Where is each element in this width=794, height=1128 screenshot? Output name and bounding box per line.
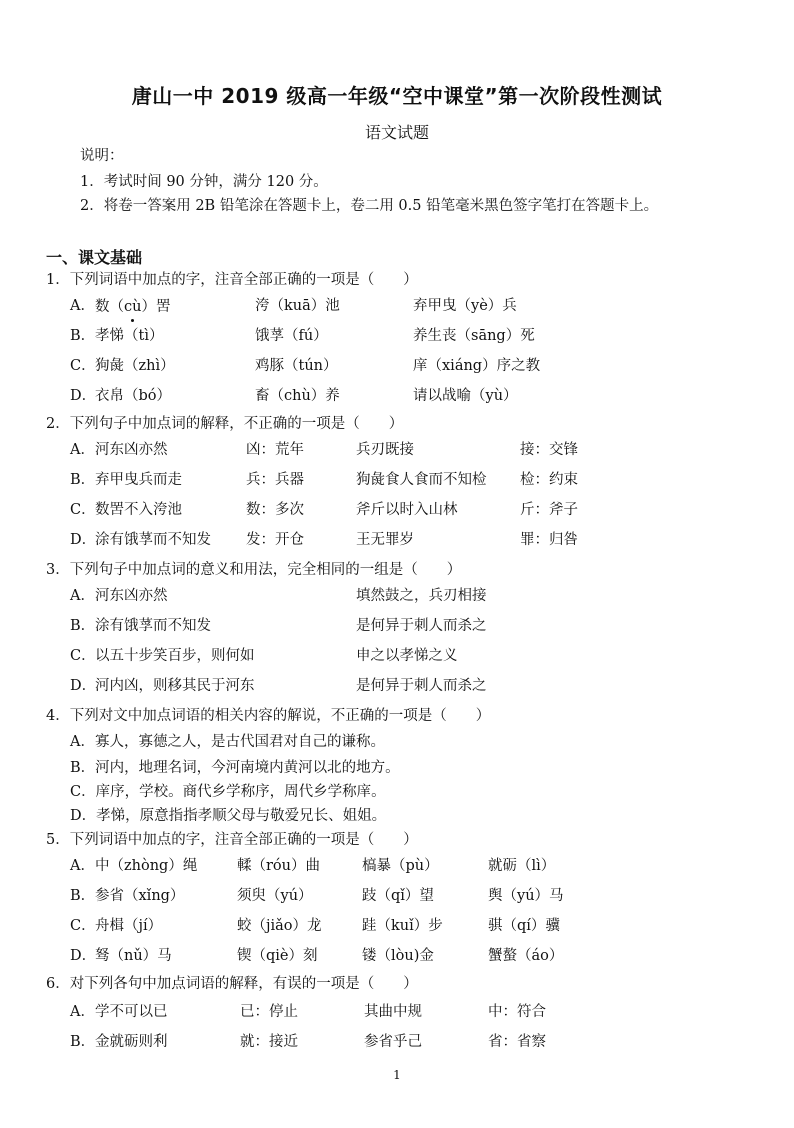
option-cell: 镂（lòu)金: [362, 948, 434, 964]
option-cell: 弃甲曳兵而走: [95, 472, 182, 488]
option-cell: 是何异于刺人而杀之: [356, 618, 487, 634]
option-letter: B．: [70, 618, 96, 634]
option-letter: D．: [70, 388, 97, 404]
option-letter: A．: [70, 442, 95, 458]
option-line: B．河内，地理名词，今河南境内黄河以北的地方。: [70, 760, 400, 776]
option-cell: 河内凶，则移其民于河东: [95, 678, 255, 694]
option-letter: B．: [70, 328, 96, 344]
option-letter: C．: [70, 358, 96, 374]
option-cell: 鸡豚（tún）: [255, 358, 338, 374]
option-cell: 輮（róu）曲: [237, 858, 320, 874]
option-cell: 锲（qiè）刻: [237, 948, 318, 964]
option-cell: 其曲中规: [364, 1004, 422, 1020]
option-cell: 骐（qí）骥: [488, 918, 560, 934]
option-letter: D．: [70, 678, 97, 694]
option-letter: B．: [70, 472, 96, 488]
option-cell: 学不可以已: [95, 1004, 168, 1020]
question-stem: 4．下列对文中加点词语的相关内容的解说，不正确的一项是（ ）: [46, 708, 491, 724]
option-cell: 狗彘食人食而不知检: [356, 472, 487, 488]
option-letter: C．: [70, 502, 96, 518]
option-cell: 兵刃既接: [356, 442, 414, 458]
option-cell: 罪：归咎: [520, 532, 578, 548]
option-cell: 填然鼓之，兵刃相接: [356, 588, 487, 604]
option-cell: 跬（kuǐ）步: [362, 918, 443, 934]
option-cell: 以五十步笑百步，则何如: [95, 648, 255, 664]
option-cell: 涂有饿莩而不知发: [95, 532, 211, 548]
option-cell: 检：约束: [520, 472, 578, 488]
question-stem: 6．对下列各句中加点词语的解释，有误的一项是（ ）: [46, 976, 418, 992]
option-cell: 是何异于刺人而杀之: [356, 678, 487, 694]
option-cell: 数罟不入洿池: [95, 502, 182, 518]
option-cell: 饿莩（fú）: [255, 328, 328, 344]
option-cell: 畜（chù）养: [255, 388, 340, 404]
option-line: D．孝悌，原意指指孝顺父母与敬爱兄长、姐姐。: [70, 808, 387, 824]
option-letter: A．: [70, 298, 95, 314]
option-cell: 参省（xǐng）: [95, 888, 185, 904]
option-cell: 槁暴（pù）: [362, 858, 439, 874]
option-line: A．寡人，寡德之人，是古代国君对自己的谦称。: [70, 734, 385, 750]
option-cell: 金就砺则利: [95, 1034, 168, 1050]
option-cell: 孝悌（tì）: [95, 328, 164, 344]
option-cell: 接：交锋: [520, 442, 578, 458]
option-cell: 衣帛（bó）: [95, 388, 172, 404]
option-cell: 王无罪岁: [356, 532, 414, 548]
option-cell: 参省乎己: [364, 1034, 422, 1050]
option-cell: 驽（nǔ）马: [95, 948, 172, 964]
page-number: 1: [393, 1068, 401, 1082]
option-letter: A．: [70, 588, 95, 604]
option-letter: D．: [70, 532, 97, 548]
option-letter: B．: [70, 888, 96, 904]
option-cell: 舆（yú）马: [488, 888, 564, 904]
option-cell: 斧斤以时入山林: [356, 502, 458, 518]
page-title: 唐山一中 2019 级高一年级“空中课堂”第一次阶段性测试: [131, 84, 663, 108]
option-cell: 省：省察: [488, 1034, 546, 1050]
option-letter: B．: [70, 1034, 96, 1050]
option-cell: 发：开仓: [246, 532, 304, 548]
option-cell: 兵：兵器: [246, 472, 304, 488]
note-item: 2．将卷一答案用 2B 铅笔涂在答题卡上，卷二用 0.5 铅笔毫米黑色签字笔打在答题卡上。: [80, 198, 659, 214]
option-cell: 数：多次: [246, 502, 304, 518]
option-cell: 跂（qǐ）望: [362, 888, 434, 904]
note-item: 1．考试时间 90 分钟，满分 120 分。: [80, 174, 328, 190]
notes-label: 说明：: [80, 148, 124, 164]
option-cell: 养生丧（sāng）死: [413, 328, 535, 344]
option-cell: 河东凶亦然: [95, 442, 168, 458]
option-cell: 数（cù）罟: [95, 299, 171, 315]
option-cell: 狗彘（zhì）: [95, 358, 175, 374]
option-letter: A．: [70, 1004, 95, 1020]
option-cell: 斤：斧子: [520, 502, 578, 518]
question-stem: 3．下列句子中加点词的意义和用法，完全相同的一组是（ ）: [46, 562, 462, 578]
option-cell: 蛟（jiǎo）龙: [237, 918, 322, 934]
option-letter: D．: [70, 948, 97, 964]
option-cell: 河东凶亦然: [95, 588, 168, 604]
option-cell: 蟹螯（áo）: [488, 948, 564, 964]
option-cell: 请以战喻（yù）: [413, 388, 518, 404]
question-stem: 5．下列词语中加点的字，注音全部正确的一项是（ ）: [46, 832, 418, 848]
option-cell: 中：符合: [488, 1004, 546, 1020]
question-stem: 1．下列词语中加点的字，注音全部正确的一项是（ ）: [46, 272, 418, 288]
option-cell: 涂有饿莩而不知发: [95, 618, 211, 634]
option-line: C．庠序，学校。商代乡学称序，周代乡学称庠。: [70, 784, 386, 800]
option-letter: C．: [70, 918, 96, 934]
question-stem: 2．下列句子中加点词的解释，不正确的一项是（ ）: [46, 416, 404, 432]
option-cell: 申之以孝悌之义: [356, 648, 458, 664]
option-cell: 就砺（lì）: [488, 858, 556, 874]
page-subtitle: 语文试题: [364, 123, 429, 142]
section-heading: 一、课文基础: [46, 248, 143, 267]
option-cell: 弃甲曳（yè）兵: [413, 298, 517, 314]
option-cell: 洿（kuā）池: [255, 298, 340, 314]
option-cell: 庠（xiáng）序之教: [413, 358, 541, 374]
option-letter: C．: [70, 648, 96, 664]
option-letter: A．: [70, 858, 95, 874]
option-cell: 就：接近: [240, 1034, 298, 1050]
option-cell: 舟楫（jí）: [95, 918, 163, 934]
option-cell: 须臾（yú）: [237, 888, 313, 904]
option-cell: 凶：荒年: [246, 442, 304, 458]
option-cell: 已：停止: [240, 1004, 298, 1020]
option-cell: 中（zhòng）绳: [95, 858, 198, 874]
